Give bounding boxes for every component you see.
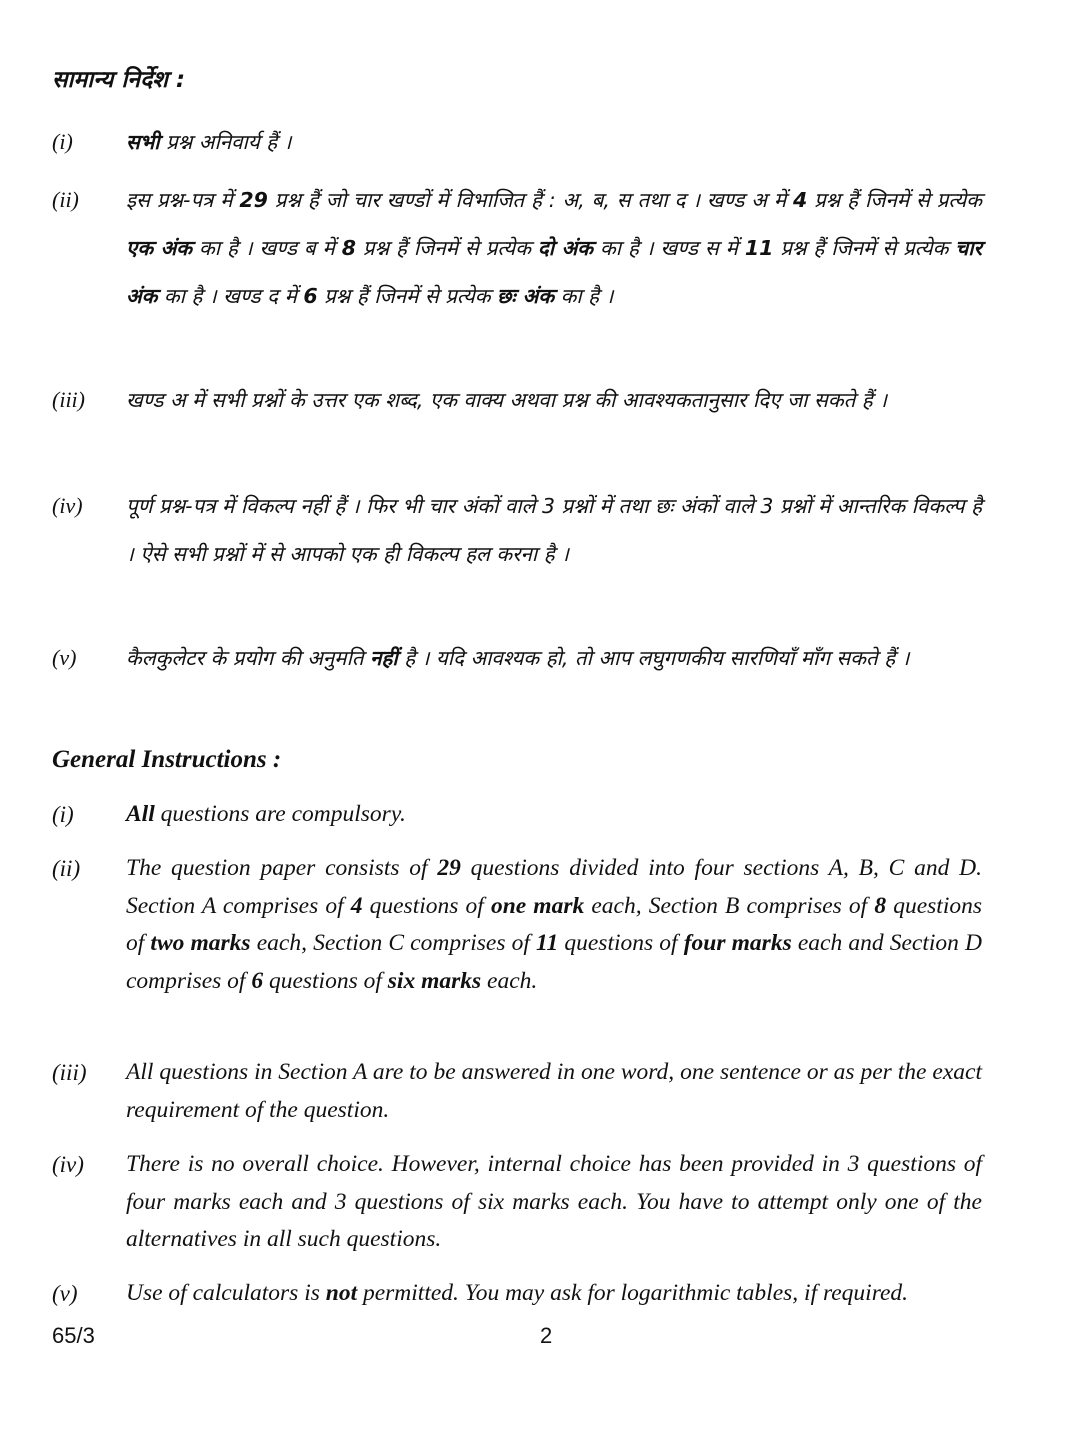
emphasis-text: 8: [341, 236, 356, 260]
emphasis-text: 8: [874, 892, 887, 919]
instruction-text: All questions in Section A are to be answered in one word, one sentence or as per the exact requirement of the question.: [126, 1059, 982, 1123]
instruction-text: Use of calculators is not permitted. You may ask for logarithmic tables, if required.: [126, 1280, 909, 1306]
emphasis-text: not: [325, 1280, 358, 1306]
item-number: (ii): [52, 856, 81, 881]
emphasis-text: one mark: [490, 892, 585, 919]
item-number: (iii): [52, 1060, 87, 1085]
instruction-text: इस प्रश्न-पत्र में 29 प्रश्न हैं जो चार खण्डों में विभाजित हैं : अ, ब, स तथा द । खण्ड अ में 4 प्रश्न हैं जिनमें से प्रत्येक एक अंक का है । खण्ड ब में 8 प्रश्न हैं जिनमें से प्रत्येक दो अंक का है । खण्ड स में 11 प्रश्न हैं जिनमें से प्रत्येक चार अंक का है । खण्ड द में 6 प्रश्न हैं जिनमें से प्रत्येक छः अंक का है ।: [126, 188, 982, 308]
item-number: (v): [52, 1281, 78, 1306]
emphasis-text: दो अंक: [537, 236, 594, 260]
instruction-text: All questions are compulsory.: [126, 801, 406, 827]
item-number: (v): [52, 645, 77, 670]
item-number: (i): [52, 802, 74, 827]
paper-code: 65/3: [52, 1323, 95, 1348]
item-number: (iii): [52, 387, 85, 412]
emphasis-text: एक अंक: [126, 236, 193, 260]
emphasis-text: सभी: [126, 130, 160, 154]
emphasis-text: छः अंक: [497, 284, 555, 308]
instruction-text: पूर्ण प्रश्न-पत्र में विकल्प नहीं हैं । फिर भी चार अंकों वाले 3 प्रश्नों में तथा छः अंकों वाले 3 प्रश्नों में आन्तरिक विकल्प है । ऐसे सभी प्रश्नों में से आपको एक ही विकल्प हल करना है ।: [126, 494, 982, 566]
emphasis-text: four marks: [683, 930, 792, 956]
emphasis-text: चार अंक: [126, 236, 982, 308]
english-heading: General Instructions :: [52, 746, 282, 773]
emphasis-text: 11: [744, 236, 774, 260]
emphasis-text: नहीं: [370, 646, 398, 670]
item-number: (iv): [52, 493, 83, 518]
emphasis-text: 4: [350, 892, 363, 919]
item-number: (ii): [52, 187, 79, 212]
instruction-text: खण्ड अ में सभी प्रश्नों के उत्तर एक शब्द, एक वाक्य अथवा प्रश्न की आवश्यकतानुसार दिए जा सकते हैं ।: [126, 388, 887, 412]
instruction-text: कैलकुलेटर के प्रयोग की अनुमति नहीं है । यदि आवश्यक हो, तो आप लघुगणकीय सारणियाँ माँग सकते हैं ।: [126, 646, 910, 670]
emphasis-text: 4: [792, 188, 808, 212]
emphasis-text: 29: [437, 855, 461, 881]
emphasis-text: six marks: [387, 967, 482, 994]
instruction-text: The question paper consists of 29 questions divided into four sections A, B, C and D. Section A comprises of 4 questions of one mark each, Section B comprises of 8 questions of two marks each, Section C comprises of 11 questions of four marks each and Section D comprises of 6 questions of six marks each.: [126, 855, 982, 994]
instruction-text: सभी प्रश्न अनिवार्य हैं ।: [126, 130, 292, 154]
emphasis-text: 6: [251, 967, 264, 994]
page-number: 2: [540, 1323, 553, 1348]
hindi-heading: सामान्य निर्देश :: [52, 67, 186, 93]
item-number: (iv): [52, 1152, 84, 1177]
emphasis-text: two marks: [150, 930, 251, 956]
emphasis-text: 6: [303, 284, 318, 308]
emphasis-text: 11: [536, 930, 559, 956]
instruction-text: There is no overall choice. However, internal choice has been provided in 3 questions of four marks each and 3 questions of six marks each. You have to attempt only one of the alternatives in all such questions.: [126, 1151, 982, 1252]
item-number: (i): [52, 129, 73, 154]
emphasis-text: 29: [239, 188, 268, 212]
emphasis-text: All: [126, 801, 155, 827]
